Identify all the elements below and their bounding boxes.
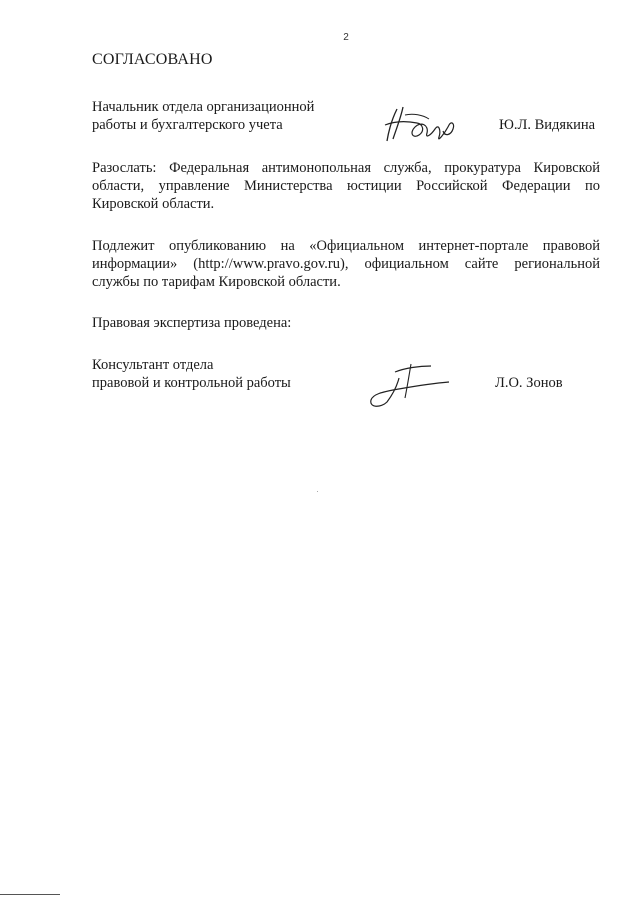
consultant-position-line1: Консультант отдела: [92, 357, 214, 373]
distribution-line: Разослать: Федеральная антимонопольная служба, прокуратура Кировской: [92, 160, 600, 176]
approval-position-line1: Начальник отдела организационной: [92, 99, 315, 115]
page-number: 2: [343, 32, 349, 43]
approval-position-line2: работы и бухгалтерского учета: [92, 117, 283, 133]
publication-line: информации» (http://www.pravo.gov.ru), официальном сайте региональной: [92, 256, 600, 272]
publication-line: службы по тарифам Кировской области.: [92, 274, 341, 290]
publication-line: Подлежит опубликованию на «Официальном интернет-портале правовой: [92, 238, 600, 254]
footnote-rule: [0, 894, 60, 895]
consultant-signature: [365, 358, 455, 410]
approval-signature: [383, 103, 463, 147]
distribution-line: области, управление Министерства юстиции Российской Федерации по: [92, 178, 600, 194]
distribution-line: Кировской области.: [92, 196, 215, 212]
scan-speck: [317, 491, 318, 492]
approval-name: Ю.Л. Видякина: [499, 117, 596, 133]
distribution-paragraph: [92, 159, 600, 213]
expertise-note: Правовая экспертиза проведена:: [92, 315, 292, 331]
consultant-position-line2: правовой и контрольной работы: [92, 375, 291, 391]
consultant-name: Л.О. Зонов: [495, 375, 563, 391]
approval-heading: СОГЛАСОВАНО: [92, 51, 213, 68]
publication-paragraph: [92, 237, 600, 291]
